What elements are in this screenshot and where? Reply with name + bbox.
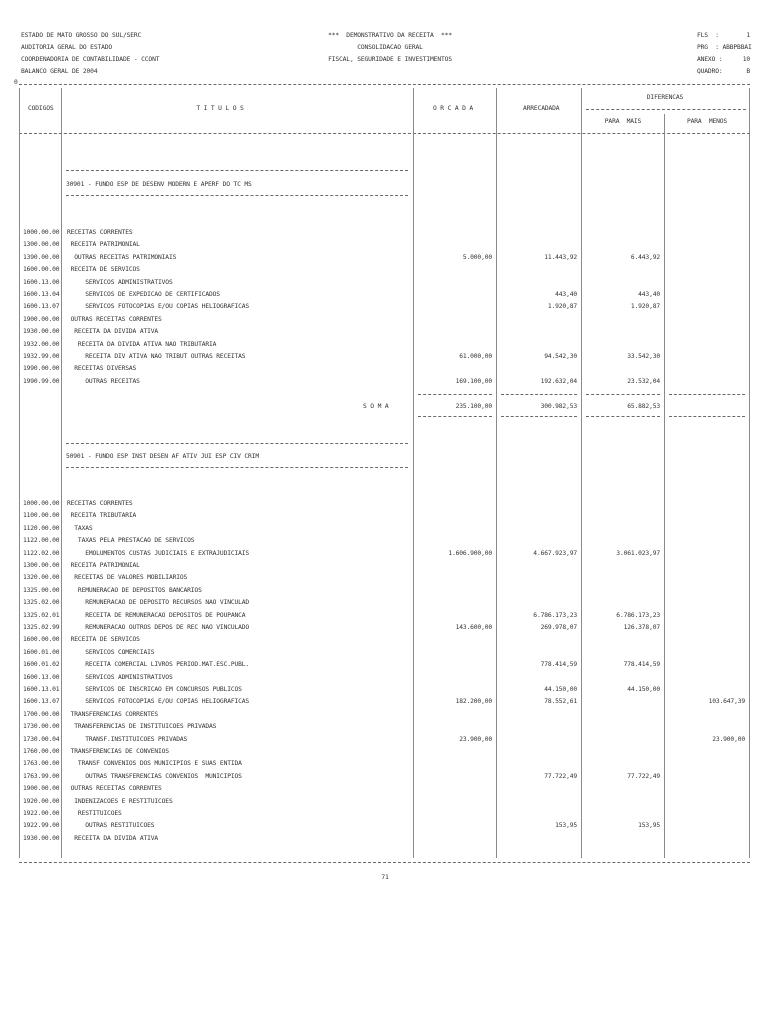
row-code: 1730.00.00 <box>23 723 60 731</box>
row-orcada: 169.100,00 <box>455 377 492 385</box>
row-para-mais: 6.786.173,23 <box>616 611 660 619</box>
row-code: 1600.13.04 <box>23 291 60 298</box>
top-rule <box>19 84 750 85</box>
row-title: OUTRAS RECEITAS <box>67 377 140 385</box>
row-title: TAXAS <box>67 524 93 532</box>
col-para-menos: PARA MENOS <box>686 118 728 125</box>
row-para-mais: 153,95 <box>638 822 660 830</box>
row-title: SERVICOS ADMINISTRATIVOS <box>67 278 173 286</box>
row-title: RECEITAS CORRENTES <box>67 229 133 236</box>
row-code: 1930.00.00 <box>23 328 60 336</box>
row-code: 1922.00.00 <box>23 810 60 817</box>
row-title: RECEITA DE REMUNERACAO DEPOSITOS DE POUPANCA <box>67 611 246 619</box>
row-title: REMUNERACAO OUTROS DEPOS DE REC NAO VINCULADO <box>67 624 250 631</box>
row-code: 1760.00.00 <box>23 748 60 755</box>
bottom-rule <box>19 862 750 863</box>
row-title: RECEITA PATRIMONIAL <box>67 562 140 569</box>
row-code: 1325.02.00 <box>23 599 60 607</box>
row-code: 1920.00.00 <box>23 797 60 805</box>
row-title: SERVICOS FOTOCOPIAS E/OU COPIAS HELIOGRAFICAS <box>67 303 250 311</box>
row-orcada: 61.000,00 <box>459 353 492 360</box>
row-code: 1600.01.00 <box>23 648 60 656</box>
row-title: SERVICOS DE INSCRICAO EM CONCURSOS PUBLICOS <box>67 686 242 693</box>
prg-label: PRG : ABBPBBAI <box>697 44 752 51</box>
row-code: 1000.00.00 <box>23 500 60 507</box>
soma-arrecadada: 300.982,53 <box>540 403 577 410</box>
col-diferencas: DIFERENCAS <box>646 94 684 101</box>
soma-para-mais: 65.882,53 <box>627 403 660 410</box>
diferencas-rule <box>586 109 746 110</box>
fls-label: FLS : <box>697 32 719 39</box>
row-arrecadada: 1.920,87 <box>547 303 577 311</box>
row-title: SERVICOS COMERCIAIS <box>67 648 155 656</box>
row-code: 1600.00.00 <box>23 266 60 274</box>
row-title: TAXAS PELA PRESTACAO DE SERVICOS <box>67 537 195 545</box>
row-para-menos: 23.900,00 <box>712 735 745 743</box>
row-code: 1320.00.00 <box>23 574 60 582</box>
row-para-mais: 3.061.023,97 <box>616 549 660 557</box>
soma-label: S O M A <box>363 403 389 410</box>
row-orcada: 143.600,00 <box>455 624 492 631</box>
row-title: RECEITA COMERCIAL LIVROS PERIOD.MAT.ESC.PUBL. <box>67 661 250 669</box>
column-rule <box>749 88 750 858</box>
fund-title-rule <box>66 170 408 171</box>
row-orcada: 23.900,00 <box>459 735 492 743</box>
header-bottom-rule <box>19 133 750 134</box>
row-code: 1763.00.00 <box>23 760 60 768</box>
row-para-mais: 23.532,04 <box>627 377 660 385</box>
row-title: RECEITA TRIBUTARIA <box>67 512 137 520</box>
row-code: 1922.99.00 <box>23 822 60 830</box>
row-code: 1325.02.01 <box>23 611 60 619</box>
sum-rule <box>586 416 660 417</box>
row-para-mais: 6.443,92 <box>630 253 660 261</box>
row-code: 1990.00.00 <box>23 365 60 373</box>
page-number: 71 <box>381 874 389 881</box>
row-title: TRANSF.INSTITUICOES PRIVADAS <box>67 735 188 743</box>
row-title: EMOLUMENTOS CUSTAS JUDICIAIS E EXTRAJUDICIAIS <box>67 549 250 557</box>
row-title: OUTRAS RESTITUICOES <box>67 822 155 830</box>
sum-rule <box>418 416 492 417</box>
fund-title-rule <box>66 467 408 468</box>
row-title: REMUNERACAO DE DEPOSITOS BANCARIOS <box>67 586 202 594</box>
row-title: TRANSF CONVENIOS DOS MUNICIPIOS E SUAS ENTIDA <box>67 760 242 768</box>
col-para-mais: PARA MAIS <box>604 118 642 125</box>
row-arrecadada: 778.414,59 <box>540 661 577 669</box>
row-code: 1932.99.00 <box>23 353 60 360</box>
row-para-menos: 103.647,39 <box>708 698 745 706</box>
row-code: 1900.00.00 <box>23 315 60 323</box>
row-code: 1700.00.00 <box>23 710 60 718</box>
row-para-mais: 778.414,59 <box>623 661 660 669</box>
header-left-line-2: AUDITORIA GERAL DO ESTADO <box>21 44 113 51</box>
row-arrecadada: 44.150,00 <box>544 686 577 693</box>
row-title: RESTITUICOES <box>67 810 122 817</box>
row-code: 1122.00.00 <box>23 537 60 545</box>
row-title: SERVICOS DE EXPEDICAO DE CERTIFICADOS <box>67 291 220 298</box>
row-arrecadada: 443,40 <box>555 291 577 298</box>
row-title: TRANSFERENCIAS CORRENTES <box>67 710 159 718</box>
row-title: RECEITA DE SERVICOS <box>67 266 140 274</box>
row-code: 1600.13.00 <box>23 673 60 681</box>
row-title: REMUNERACAO DE DEPOSITO RECURSOS NAO VINCULAD <box>67 599 250 607</box>
row-code: 1600.00.00 <box>23 636 60 644</box>
row-code: 1120.00.00 <box>23 524 60 532</box>
column-rule <box>664 114 665 858</box>
header-left-line-3: COORDENADORIA DE CONTABILIDADE - CCONT <box>21 56 160 63</box>
sum-rule <box>501 416 577 417</box>
row-arrecadada: 11.443,92 <box>544 253 577 261</box>
row-title: INDENIZACOES E RESTITUICOES <box>67 797 173 805</box>
row-code: 1932.00.00 <box>23 340 60 348</box>
sum-rule <box>418 394 492 395</box>
row-code: 1600.01.02 <box>23 661 60 669</box>
report-title: *** DEMONSTRATIVO DA RECEITA *** <box>328 32 452 39</box>
column-rule <box>496 88 497 858</box>
row-title: RECEITAS DIVERSAS <box>67 365 137 373</box>
row-code: 1122.02.00 <box>23 549 60 557</box>
row-arrecadada: 94.542,30 <box>544 353 577 360</box>
row-title: RECEITA DIV ATIVA NAO TRIBUT OUTRAS RECEITAS <box>67 353 246 360</box>
row-title: RECEITA DA DIVIDA ATIVA <box>67 834 159 842</box>
anexo-value: 10 <box>742 56 750 63</box>
report-subtitle-1: CONSOLIDACAO GERAL <box>357 44 423 51</box>
row-arrecadada: 77.722,49 <box>544 772 577 780</box>
row-arrecadada: 4.667.923,97 <box>533 549 577 557</box>
report-subtitle-2: FISCAL, SEGURIDADE E INVESTIMENTOS <box>328 56 452 63</box>
row-arrecadada: 269.978,07 <box>540 624 577 631</box>
row-title: TRANSFERENCIAS DE CONVENIOS <box>67 748 169 755</box>
row-title: OUTRAS RECEITAS PATRIMONIAIS <box>67 253 177 261</box>
sum-rule <box>501 394 577 395</box>
row-code: 1600.13.07 <box>23 698 60 706</box>
row-para-mais: 44.150,00 <box>627 686 660 693</box>
row-code: 1763.99.00 <box>23 772 60 780</box>
quadro-label: QUADRO: <box>697 68 723 75</box>
sum-rule <box>669 394 745 395</box>
row-para-mais: 1.920,87 <box>630 303 660 311</box>
fund-title: 30901 - FUNDO ESP DE DESENV MODERN E APERF DO TC MS <box>66 181 252 188</box>
row-para-mais: 126.378,07 <box>623 624 660 631</box>
row-code: 1100.00.00 <box>23 512 60 520</box>
row-code: 1930.00.00 <box>23 834 60 842</box>
row-code: 1600.13.00 <box>23 278 60 286</box>
row-title: RECEITA DA DIVIDA ATIVA NAO TRIBUTARIA <box>67 340 217 348</box>
col-titulos: T I T U L O S <box>196 105 244 112</box>
quadro-value: B <box>746 68 750 75</box>
header-left-line-4: BALANCO GERAL DE 2004 <box>21 68 98 75</box>
row-arrecadada: 192.632,04 <box>540 377 577 385</box>
column-rule <box>581 88 582 858</box>
row-arrecadada: 153,95 <box>555 822 577 830</box>
row-title: OUTRAS RECEITAS CORRENTES <box>67 785 162 793</box>
soma-orcada: 235.100,00 <box>455 403 492 410</box>
row-code: 1900.00.00 <box>23 785 60 793</box>
row-title: RECEITAS CORRENTES <box>67 500 133 507</box>
row-title: RECEITA DE SERVICOS <box>67 636 140 644</box>
row-para-mais: 77.722,49 <box>627 772 660 780</box>
row-code: 1325.00.00 <box>23 586 60 594</box>
row-title: OUTRAS TRANSFERENCIAS CONVENIOS MUNICIPIOS <box>67 772 242 780</box>
row-code: 1600.13.07 <box>23 303 60 311</box>
column-rule <box>61 88 62 858</box>
row-orcada: 1.606.900,00 <box>448 549 492 557</box>
header-left-line-1: ESTADO DE MATO GROSSO DO SUL/SERC <box>21 32 142 39</box>
column-rule <box>413 88 414 858</box>
row-orcada: 182.200,00 <box>455 698 492 706</box>
row-title: SERVICOS FOTOCOPIAS E/OU COPIAS HELIOGRAFICAS <box>67 698 250 706</box>
row-title: RECEITA PATRIMONIAL <box>67 241 140 249</box>
row-para-mais: 33.542,30 <box>627 353 660 360</box>
row-arrecadada: 78.552,61 <box>544 698 577 706</box>
col-arrecadada: ARRECADADA <box>523 105 560 112</box>
column-rule <box>19 88 20 858</box>
row-para-mais: 443,40 <box>638 291 660 298</box>
sum-rule <box>586 394 660 395</box>
row-code: 1300.00.00 <box>23 562 60 569</box>
row-title: SERVICOS ADMINISTRATIVOS <box>67 673 173 681</box>
row-code: 1000.00.00 <box>23 229 60 236</box>
row-code: 1300.00.00 <box>23 241 60 249</box>
row-code: 1990.99.00 <box>23 377 60 385</box>
row-arrecadada: 6.786.173,23 <box>533 611 577 619</box>
fund-title: 50901 - FUNDO ESP INST DESEN AF ATIV JUI ESP CIV CRIM <box>66 453 259 460</box>
row-title: RECEITA DA DIVIDA ATIVA <box>67 328 159 336</box>
fund-title-rule <box>66 443 408 444</box>
row-title: TRANSFERENCIAS DE INSTITUICOES PRIVADAS <box>67 723 217 731</box>
fls-value: 1 <box>746 32 750 39</box>
col-codigos: CODIGOS <box>28 105 54 112</box>
row-code: 1390.00.00 <box>23 253 60 261</box>
zero-marker: 0 <box>14 79 18 86</box>
row-title: RECEITAS DE VALORES MOBILIARIOS <box>67 574 188 582</box>
col-orcada: O R C A D A <box>433 105 474 112</box>
row-orcada: 5.000,00 <box>462 253 492 261</box>
row-title: OUTRAS RECEITAS CORRENTES <box>67 315 162 323</box>
anexo-label: ANEXO : <box>697 56 723 63</box>
sum-rule <box>669 416 745 417</box>
row-code: 1600.13.01 <box>23 686 60 693</box>
row-code: 1730.00.04 <box>23 735 60 743</box>
row-code: 1325.02.99 <box>23 624 60 631</box>
fund-title-rule <box>66 195 408 196</box>
